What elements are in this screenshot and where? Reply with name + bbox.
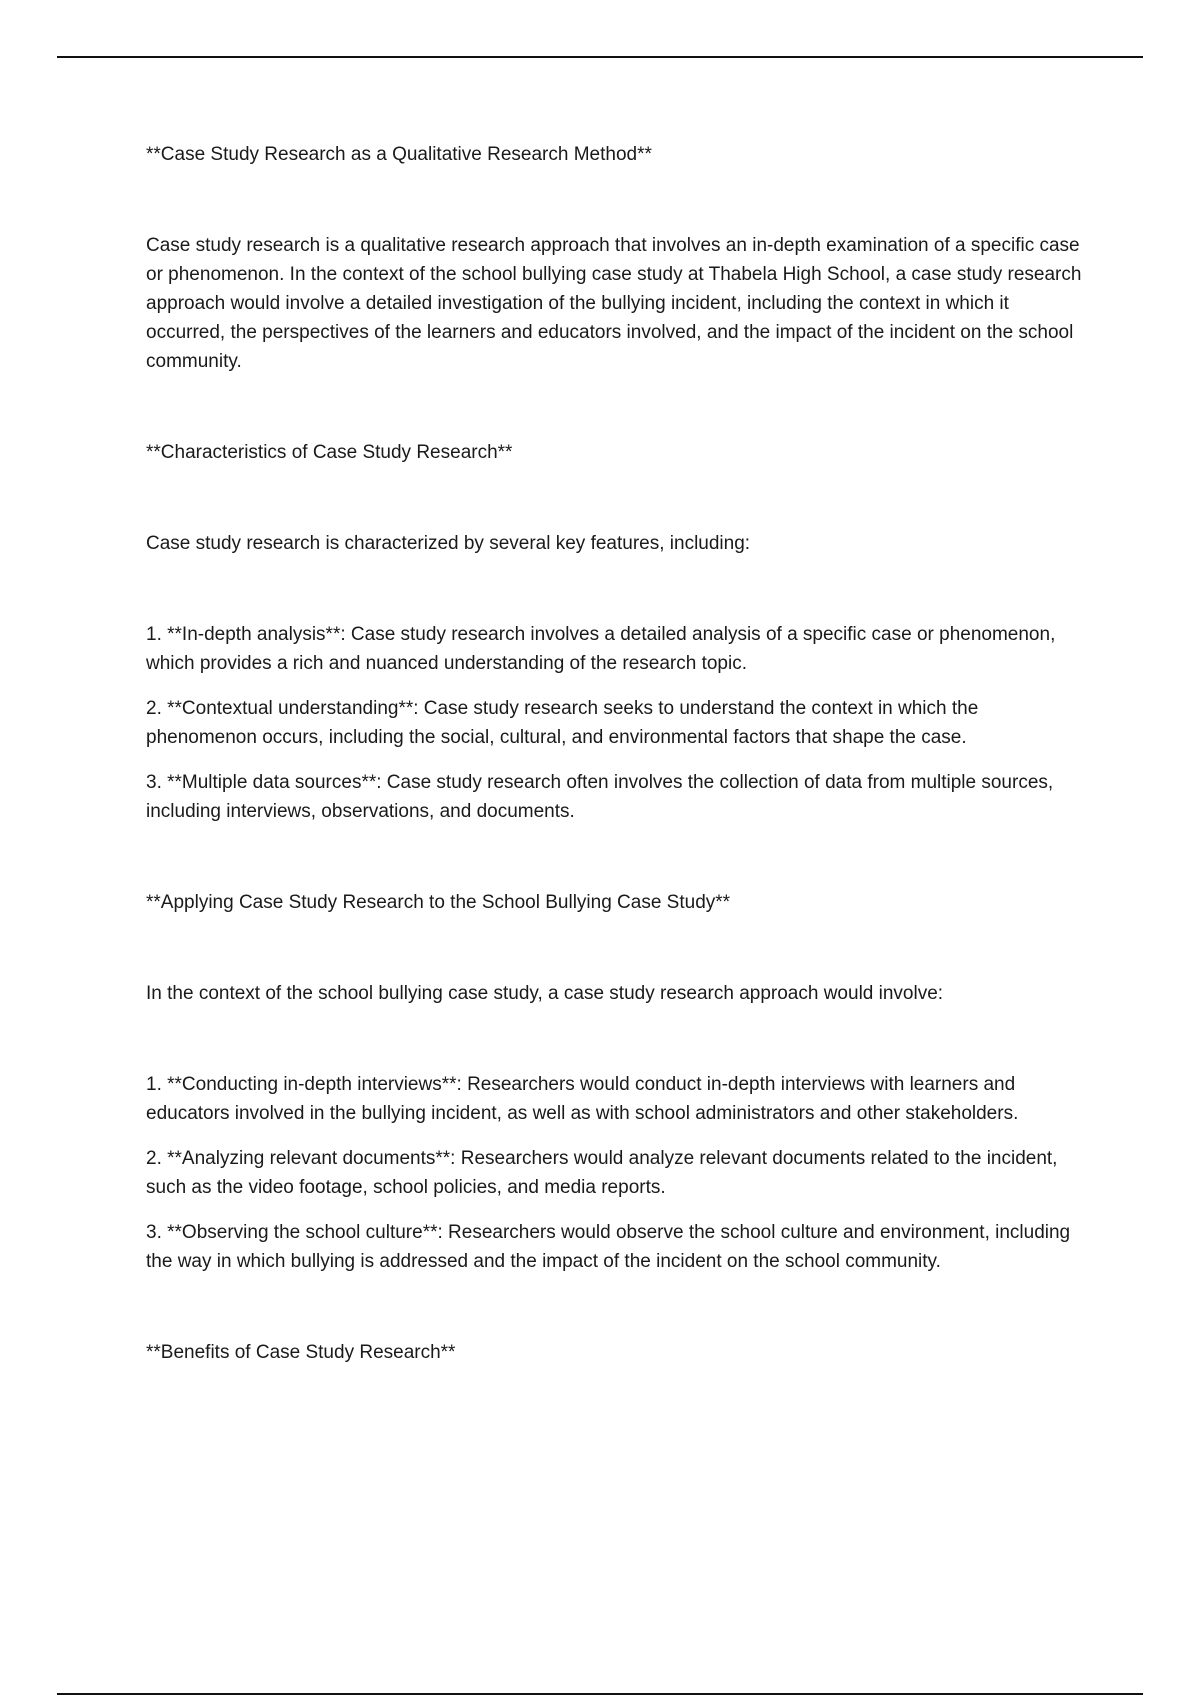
section-heading-characteristics: **Characteristics of Case Study Research**: [146, 442, 513, 463]
list-item: 2. **Contextual understanding**: Case study research seeks to understand the context in which the phenomenon occurs, including the social, cultural, and environmental factors that shape the case.: [146, 698, 979, 748]
spacer: [146, 1276, 1086, 1338]
list-item: 2. **Analyzing relevant documents**: Researchers would analyze relevant documents related to the incident, such as the video footage, school policies, and media reports.: [146, 1148, 1058, 1198]
list-item: 3. **Multiple data sources**: Case study research often involves the collection of data from multiple sources, including interviews, observations, and documents.: [146, 772, 1054, 822]
document-title: **Case Study Research as a Qualitative Research Method**: [146, 144, 652, 165]
list-item: 1. **In-depth analysis**: Case study research involves a detailed analysis of a specific case or phenomenon, which provides a rich and nuanced understanding of the research topic.: [146, 624, 1056, 674]
section-heading-applying: **Applying Case Study Research to the School Bullying Case Study**: [146, 892, 731, 913]
list-item: 1. **Conducting in-depth interviews**: Researchers would conduct in-depth interviews with learners and educators involved in the bullying incident, as well as with school administrators and other stakeholders.: [146, 1074, 1019, 1124]
section-lead-characteristics: Case study research is characterized by several key features, including:: [146, 533, 751, 554]
spacer: [146, 1128, 1086, 1144]
intro-paragraph: Case study research is a qualitative research approach that involves an in-depth examination of a specific case or phenomenon. In the context of the school bullying case study at Thabela High School, a case study research approach would involve a detailed investigation of the bullying incident, including the context in which it occurred, the perspectives of the learners and educators involved, and the impact of the incident on the school community.: [146, 235, 1082, 372]
spacer: [146, 467, 1086, 529]
spacer: [146, 917, 1086, 979]
section-heading-benefits: **Benefits of Case Study Research**: [146, 1342, 456, 1363]
top-rule: [57, 56, 1143, 58]
list-item: 3. **Observing the school culture**: Researchers would observe the school culture and environment, including the way in which bullying is addressed and the impact of the incident on the school community.: [146, 1222, 1071, 1272]
spacer: [146, 1202, 1086, 1218]
spacer: [146, 1008, 1086, 1070]
spacer: [146, 826, 1086, 888]
section-lead-applying: In the context of the school bullying case study, a case study research approach would involve:: [146, 983, 944, 1004]
spacer: [146, 376, 1086, 438]
bottom-rule: [57, 1693, 1143, 1695]
spacer: [146, 558, 1086, 620]
spacer: [146, 169, 1086, 231]
spacer: [146, 678, 1086, 694]
spacer: [146, 752, 1086, 768]
document-body: [146, 140, 1086, 1367]
